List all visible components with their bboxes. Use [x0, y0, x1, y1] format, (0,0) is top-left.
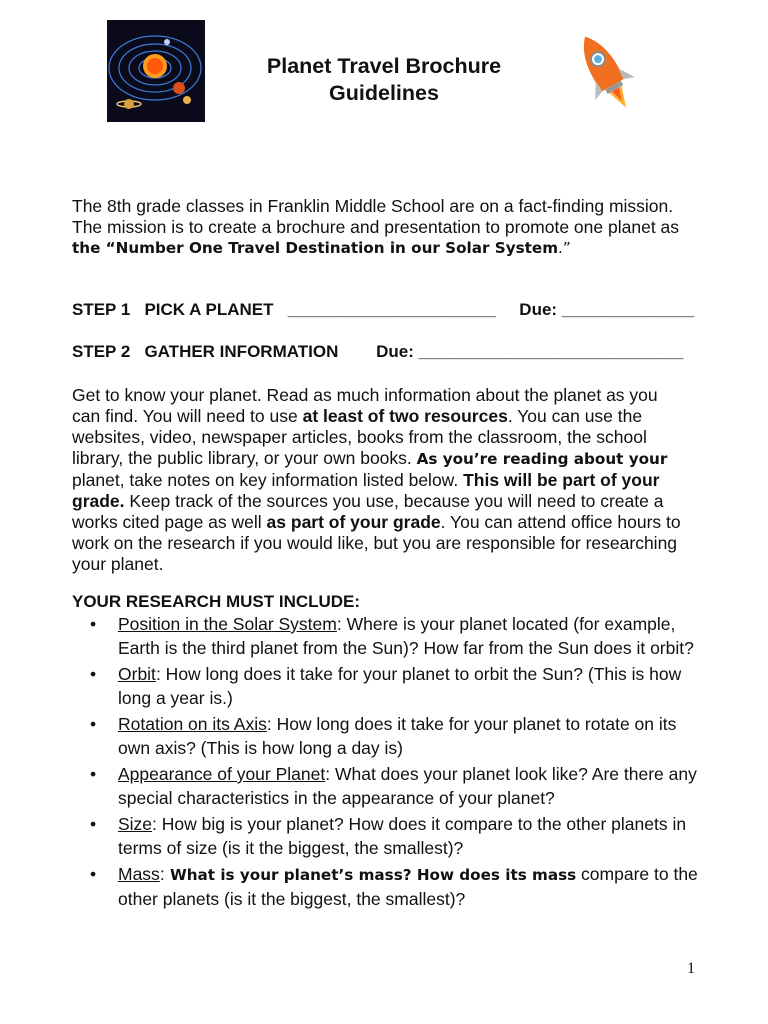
intro-emphasis: the “Number One Travel Destination in our Solar System: [72, 239, 559, 257]
text: planet, take notes on key information listed below.: [72, 470, 464, 490]
list-item: [72, 612, 712, 660]
step-1-line: STEP 1 PICK A PLANET ______________________ Due: ______________: [72, 300, 695, 319]
text: . You can use the: [507, 406, 643, 426]
list-item: [72, 762, 712, 810]
bullet-icon: •: [90, 714, 97, 734]
bullet-icon: •: [90, 814, 97, 834]
item-sep: :: [336, 614, 342, 634]
bullet-icon: •: [90, 664, 97, 684]
bold-text: grade.: [72, 491, 125, 511]
intro-line-1: The 8th grade classes in Franklin Middle School are on a fact-finding mission.: [72, 196, 674, 216]
item-text: How long does it take for your planet to orbit the Sun? (This is how long a year is.): [118, 664, 682, 708]
list-item: [72, 812, 712, 860]
research-line-9: your planet.: [72, 554, 164, 574]
research-line-8: work on the research if you would like, but you are responsible for researching: [72, 533, 678, 553]
bold-text: This will be part of your: [463, 470, 660, 490]
item-text-bold: What is your planet’s mass? How does its mass: [164, 866, 577, 884]
list-item: [72, 862, 712, 911]
item-term: Size: [118, 814, 153, 834]
research-line-2: [72, 406, 712, 427]
research-line-5: [72, 470, 712, 491]
text: Keep track of the sources you use, because you will need to create a: [124, 491, 664, 511]
bold-text: as part of your grade: [266, 512, 441, 532]
page-number: 1: [687, 960, 695, 977]
research-list: [72, 612, 712, 913]
title-line-1: Planet Travel Brochure: [266, 54, 502, 78]
item-sep: :: [155, 664, 161, 684]
item-term: Appearance of your Planet: [118, 764, 326, 784]
list-item: [72, 662, 712, 710]
bullet-icon: •: [90, 764, 97, 784]
item-text: compare to the other planets (is it the biggest, the smallest)?: [118, 864, 698, 909]
research-line-1: Get to know your planet. Read as much information about the planet as you: [72, 385, 658, 405]
item-text: How big is your planet? How does it compare to the other planets in terms of size (is it the biggest, the smallest)?: [118, 814, 687, 858]
item-term: Position in the Solar System: [118, 614, 337, 634]
list-item: [72, 712, 712, 760]
research-heading: YOUR RESEARCH MUST INCLUDE:: [72, 592, 361, 611]
item-text: Where is your planet located (for example, Earth is the third planet from the Sun)? How far from the Sun does it orbit?: [118, 614, 694, 658]
research-line-4: [72, 448, 712, 470]
text: can find. You will need to use: [72, 406, 303, 426]
item-sep: :: [325, 764, 331, 784]
intro-end: .”: [558, 239, 571, 257]
item-term: Rotation on its Axis: [118, 714, 267, 734]
research-paragraph: [72, 385, 712, 575]
item-term: Orbit: [118, 664, 156, 684]
bullet-icon: •: [90, 864, 97, 884]
research-line-3: websites, video, newspaper articles, books from the classroom, the school: [72, 427, 647, 447]
item-sep: :: [152, 814, 157, 834]
text: . You can attend office hours to: [440, 512, 681, 532]
intro-line-3: [72, 238, 712, 259]
text: works cited page as well: [72, 512, 267, 532]
text: library, the public library, or your own books.: [72, 448, 417, 468]
intro-line-2: The mission is to create a brochure and presentation to promote one planet as: [72, 217, 680, 237]
research-line-7: [72, 512, 712, 533]
item-text: How long does it take for your planet to rotate on its own axis? (This is how long a day is): [118, 714, 677, 758]
bold-text: As you’re reading about your: [416, 450, 668, 468]
bullet-icon: •: [90, 614, 97, 634]
item-text: What does your planet look like? Are there any special characteristics in the appearance of your planet?: [118, 764, 697, 808]
item-sep: :: [266, 714, 272, 734]
item-sep: :: [159, 864, 165, 884]
item-term: Mass: [118, 864, 160, 884]
research-line-6: [72, 491, 712, 512]
step-2-line: STEP 2 GATHER INFORMATION Due: ____________________________: [72, 342, 684, 361]
bold-text: at least of two resources: [302, 406, 508, 426]
intro-paragraph: [72, 196, 712, 259]
page-title: [0, 53, 768, 107]
title-line-2: Guidelines: [329, 81, 439, 105]
